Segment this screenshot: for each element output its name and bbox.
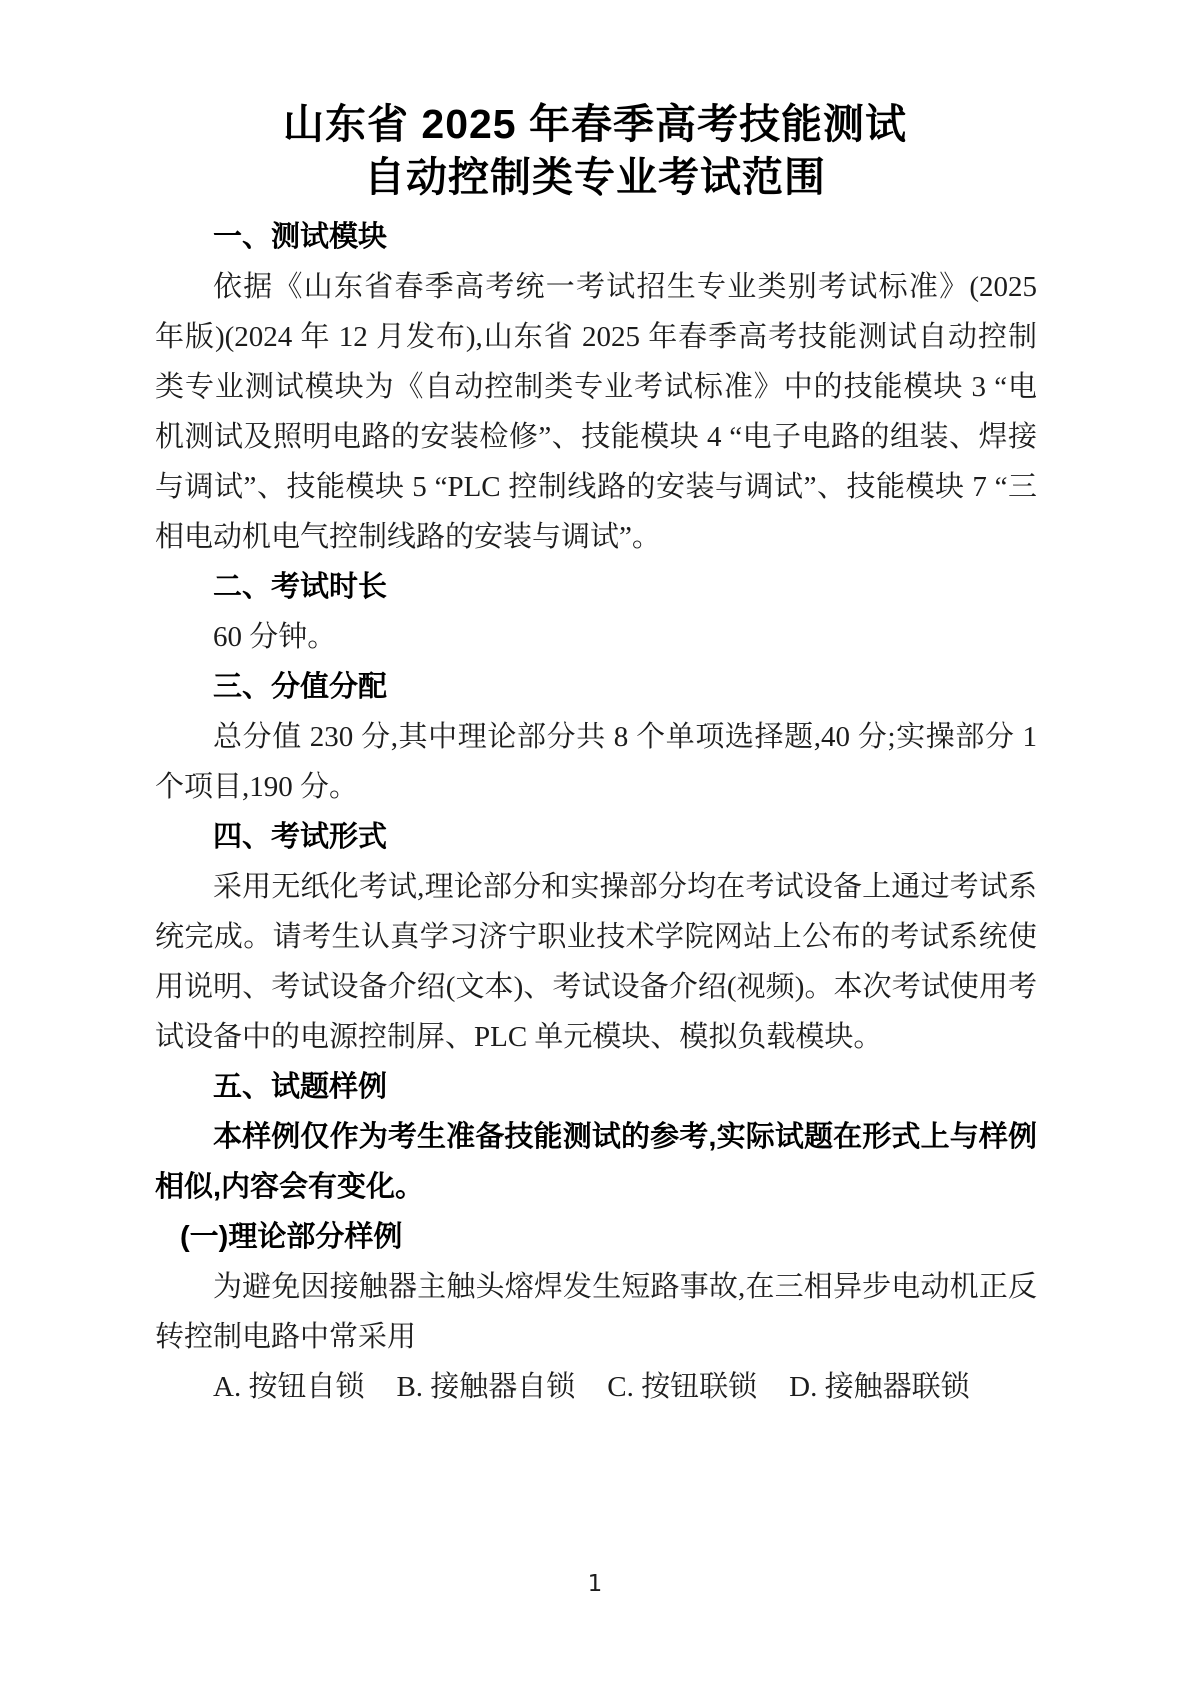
section-heading-score-distribution: 三、分值分配 [213,671,388,703]
choice-options-row [155,1362,1037,1412]
paragraph-exam-duration: 60 分钟。 [213,621,337,653]
page-number: 1 [587,1571,603,1597]
paragraph-sample-note: 本样例仅作为考生准备技能测试的参考,实际试题在形式上与样例相似,内容会有变化。 [155,1121,1037,1203]
document-body [155,212,1037,1412]
document-title-line2: 自动控制类专业考试范围 [364,154,826,200]
section-heading-sample-questions: 五、试题样例 [213,1071,388,1103]
option-d: D. 接触器联锁 [789,1371,970,1403]
document-title-line1: 山东省 2025 年春季高考技能测试 [283,101,907,147]
option-a: A. 按钮自锁 [213,1371,365,1403]
subsection-heading-theory-sample: (一)理论部分样例 [180,1221,403,1253]
section-heading-exam-duration: 二、考试时长 [213,571,388,603]
paragraph-score-distribution: 总分值 230 分,其中理论部分共 8 个单项选择题,40 分;实操部分 1 个项目,190 分。 [155,721,1037,803]
option-b: B. 接触器自锁 [396,1371,576,1403]
paragraph-theory-question: 为避免因接触器主触头熔焊发生短路事故,在三相异步电动机正反转控制电路中常采用 [155,1271,1037,1353]
section-heading-test-module: 一、测试模块 [213,221,388,253]
document-title [0,98,1190,204]
section-heading-exam-format: 四、考试形式 [213,821,388,853]
option-c: C. 按钮联锁 [607,1371,758,1403]
paragraph-test-module: 依据《山东省春季高考统一考试招生专业类别考试标准》(2025 年版)(2024 年 12 月发布),山东省 2025 年春季高考技能测试自动控制类专业测试模块为《自动控制类专业考试标准》中的技能模块 3 “电机测试及照明电路的安装检修”、技能模块 4 “电子电路的组装、焊接与调试”、技能模块 5 “PLC 控制线路的安装与调试”、技能模块 7 “三相电动机电气控制线路的安装与调试”。 [155,271,1037,553]
paragraph-exam-format: 采用无纸化考试,理论部分和实操部分均在考试设备上通过考试系统完成。请考生认真学习济宁职业技术学院网站上公布的考试系统使用说明、考试设备介绍(文本)、考试设备介绍(视频)。本次考试使用考试设备中的电源控制屏、PLC 单元模块、模拟负载模块。 [155,871,1037,1053]
